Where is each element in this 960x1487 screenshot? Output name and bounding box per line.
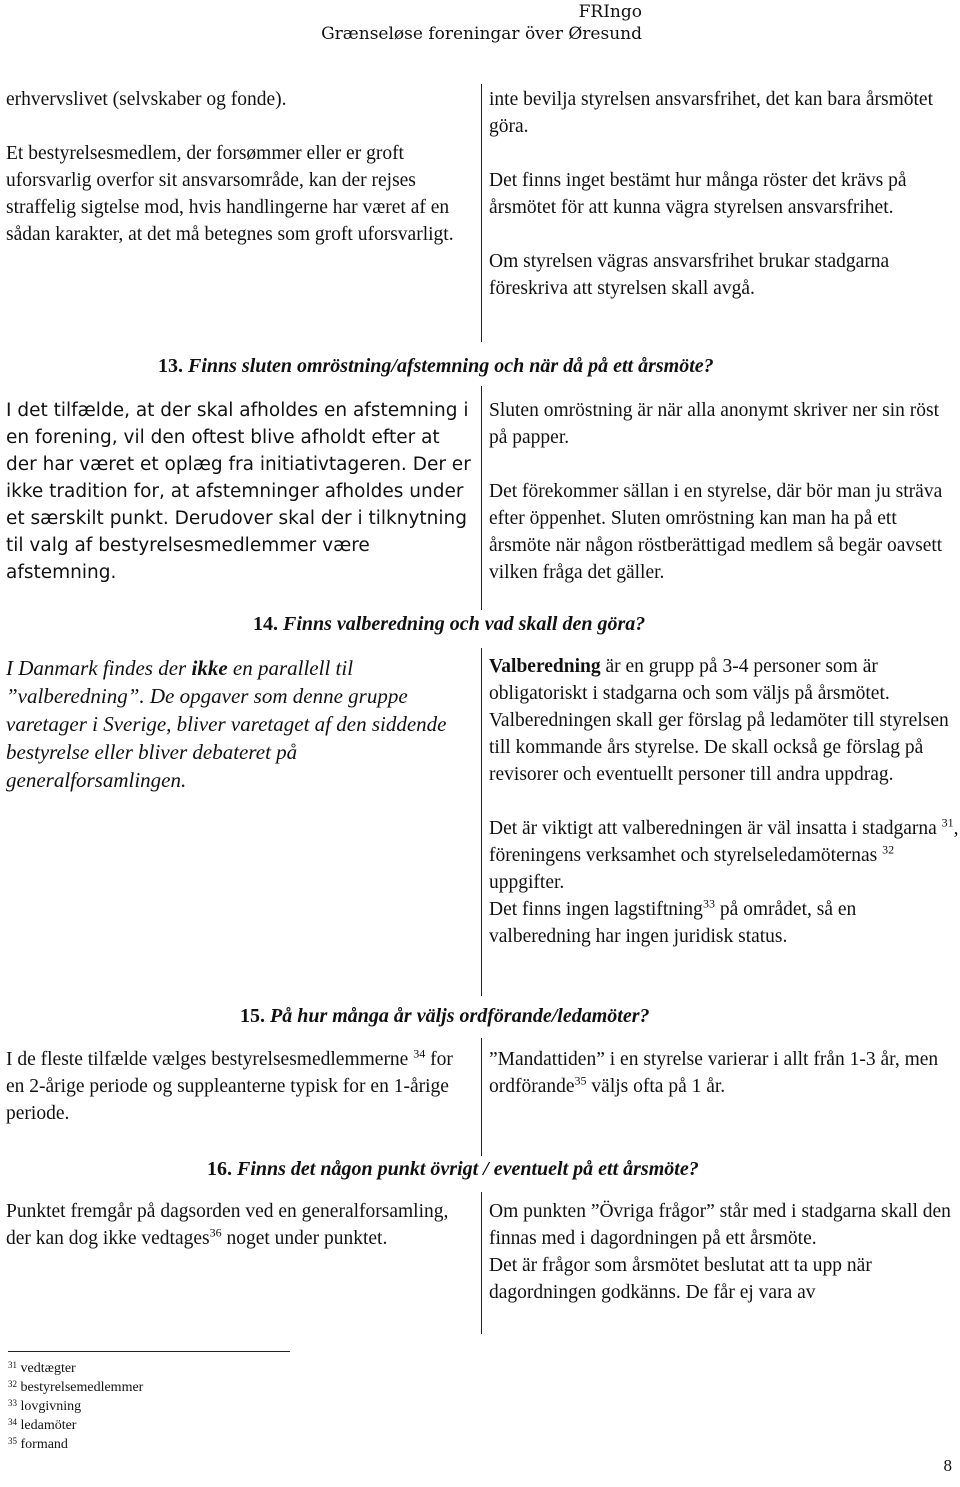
section-15-left-column	[6, 1046, 474, 1127]
paragraph: erhvervslivet (selvskaber og fonde).	[6, 89, 287, 110]
footnotes	[8, 1359, 143, 1454]
section-14-heading	[253, 613, 645, 636]
paragraph: Sluten omröstning är när alla anonymt skriver ner sin röst på papper.	[489, 400, 940, 448]
section-number: 15.	[240, 1005, 265, 1027]
section-16-right-column	[489, 1198, 957, 1306]
section-13-left-column	[6, 397, 472, 586]
section-16-heading	[207, 1158, 699, 1181]
section-number: 16.	[207, 1158, 232, 1180]
paragraph: I de fleste tilfælde vælges bestyrelsesmedlemmerne $^{34}$ for en 2-årige periode og suppleanterne typisk for en 1-årige periode.	[6, 1046, 453, 1124]
section-13-heading	[158, 355, 714, 378]
block1-right-column	[489, 86, 951, 302]
footnote-item: $^{31}$ vedtægter	[8, 1360, 76, 1376]
section-14-left-column	[6, 654, 474, 794]
document-header-title: FRIngo	[578, 2, 642, 22]
column-divider	[481, 1038, 482, 1156]
footnote-ref-35[interactable]: 35	[574, 1073, 587, 1088]
footnote-item: $^{35}$ formand	[8, 1436, 68, 1452]
footnote-item: $^{33}$ lovgivning	[8, 1398, 82, 1414]
paragraph: inte bevilja styrelsen ansvarsfrihet, det kan bara årsmötet göra.	[489, 89, 934, 137]
paragraph: Punktet fremgår på dagsorden ved en generalforsamling, der kan dog ikke vedtages$^{36}$ noget under punktet.	[6, 1201, 449, 1249]
section-title: Finns sluten omröstning/afstemning och när då på ett årsmöte?	[188, 355, 714, 377]
column-divider	[481, 648, 482, 996]
paragraph: Det finns ingen lagstiftning$^{33}$ på området, så en valberedning har ingen juridisk status.	[489, 896, 857, 947]
paragraph: Et bestyrelsesmedlem, der forsømmer eller er groft uforsvarlig overfor sit ansvarsområde, kan der rejses straffelig sigtelse mod, hvis handlingerne har været af en sådan karakter, at det må betegnes som groft uforsvarligt.	[6, 143, 454, 245]
document-header-subtitle: Grænseløse foreningar över Øresund	[321, 24, 642, 44]
section-14-right-column	[489, 653, 959, 950]
section-15-heading	[240, 1005, 649, 1028]
section-number: 14.	[253, 613, 278, 635]
column-divider	[481, 386, 482, 610]
footnote-item: $^{34}$ ledamöter	[8, 1417, 77, 1433]
column-divider	[481, 84, 482, 342]
block1-left-column	[6, 86, 472, 248]
section-16-left-column	[6, 1198, 474, 1252]
section-number: 13.	[158, 355, 183, 377]
paragraph: ”Mandattiden” i en styrelse varierar i allt från 1-3 år, men ordförande$^{35}$ väljs ofta på 1 år.	[489, 1049, 939, 1097]
paragraph: Det är frågor som årsmötet beslutat att ta upp när dagordningen godkänns. De får ej vara av	[489, 1255, 872, 1303]
paragraph: Det finns inget bestämt hur många röster det krävs på årsmötet för att kunna vägra styrelsen ansvarsfrihet.	[489, 170, 907, 218]
footnote-ref-34[interactable]: 34	[413, 1046, 426, 1061]
footnote-ref-36[interactable]: 36	[209, 1225, 222, 1240]
paragraph: Om punkten ”Övriga frågor” står med i stadgarna skall den finnas med i dagordningen på ett årsmöte.	[489, 1201, 951, 1249]
emphasis-ikke: ikke	[191, 656, 228, 680]
paragraph: Det förekommer sällan i en styrelse, där bör man ju sträva efter öppenhet. Sluten omröstning kan man ha på ett årsmöte när någon röstberättigad medlem så begär oavsett vilken fråga det gäller.	[489, 481, 943, 583]
paragraph: I det tilfælde, at der skal afholdes en afstemning i en forening, vil den oftest blive afholdt efter at der har været et oplæg fra initiativtageren. Der er ikke tradition for, at afstemninger afholdes under et særskilt punkt. Derudover skal der i tilknytning til valg af bestyrelsesmedlemmer være afstemning.	[6, 400, 471, 583]
section-title: Finns valberedning och vad skall den göra?	[283, 613, 646, 635]
section-15-right-column	[489, 1046, 959, 1100]
footnote-ref-32[interactable]: 32	[882, 842, 895, 857]
paragraph: Om styrelsen vägras ansvarsfrihet brukar stadgarna föreskriva att styrelsen skall avgå.	[489, 251, 890, 299]
column-divider	[481, 1192, 482, 1334]
paragraph: Det är viktigt att valberedningen är väl insatta i stadgarna $^{31}$, föreningens verksamhet och styrelseledamöternas $^{32}$ uppgifter.	[489, 815, 959, 893]
term-valberedning: Valberedning	[489, 656, 601, 677]
footnote-item: $^{32}$ bestyrelsemedlemmer	[8, 1379, 144, 1395]
paragraph: I Danmark findes der ikke en parallell til ”valberedning”. De opgaver som denne gruppe varetager i Sverige, bliver varetaget af den siddende bestyrelse eller bliver debateret på generalforsamlingen.	[6, 656, 447, 792]
section-title: På hur många år väljs ordförande/ledamöter?	[270, 1005, 650, 1027]
footnote-ref-31[interactable]: 31	[941, 815, 954, 830]
footnote-separator	[8, 1351, 290, 1352]
page-number: 8	[943, 1456, 952, 1475]
section-13-right-column	[489, 397, 955, 586]
paragraph: Valberedning är en grupp på 3-4 personer som är obligatoriskt i stadgarna och som väljs på årsmötet. Valberedningen skall ger förslag på ledamöter till styrelsen till kommande års styrelse. De skall också ge förslag på revisorer och eventuellt personer till andra uppdrag.	[489, 656, 949, 785]
section-title: Finns det någon punkt övrigt / eventuelt på ett årsmöte?	[237, 1158, 699, 1180]
footnote-ref-33[interactable]: 33	[702, 896, 715, 911]
